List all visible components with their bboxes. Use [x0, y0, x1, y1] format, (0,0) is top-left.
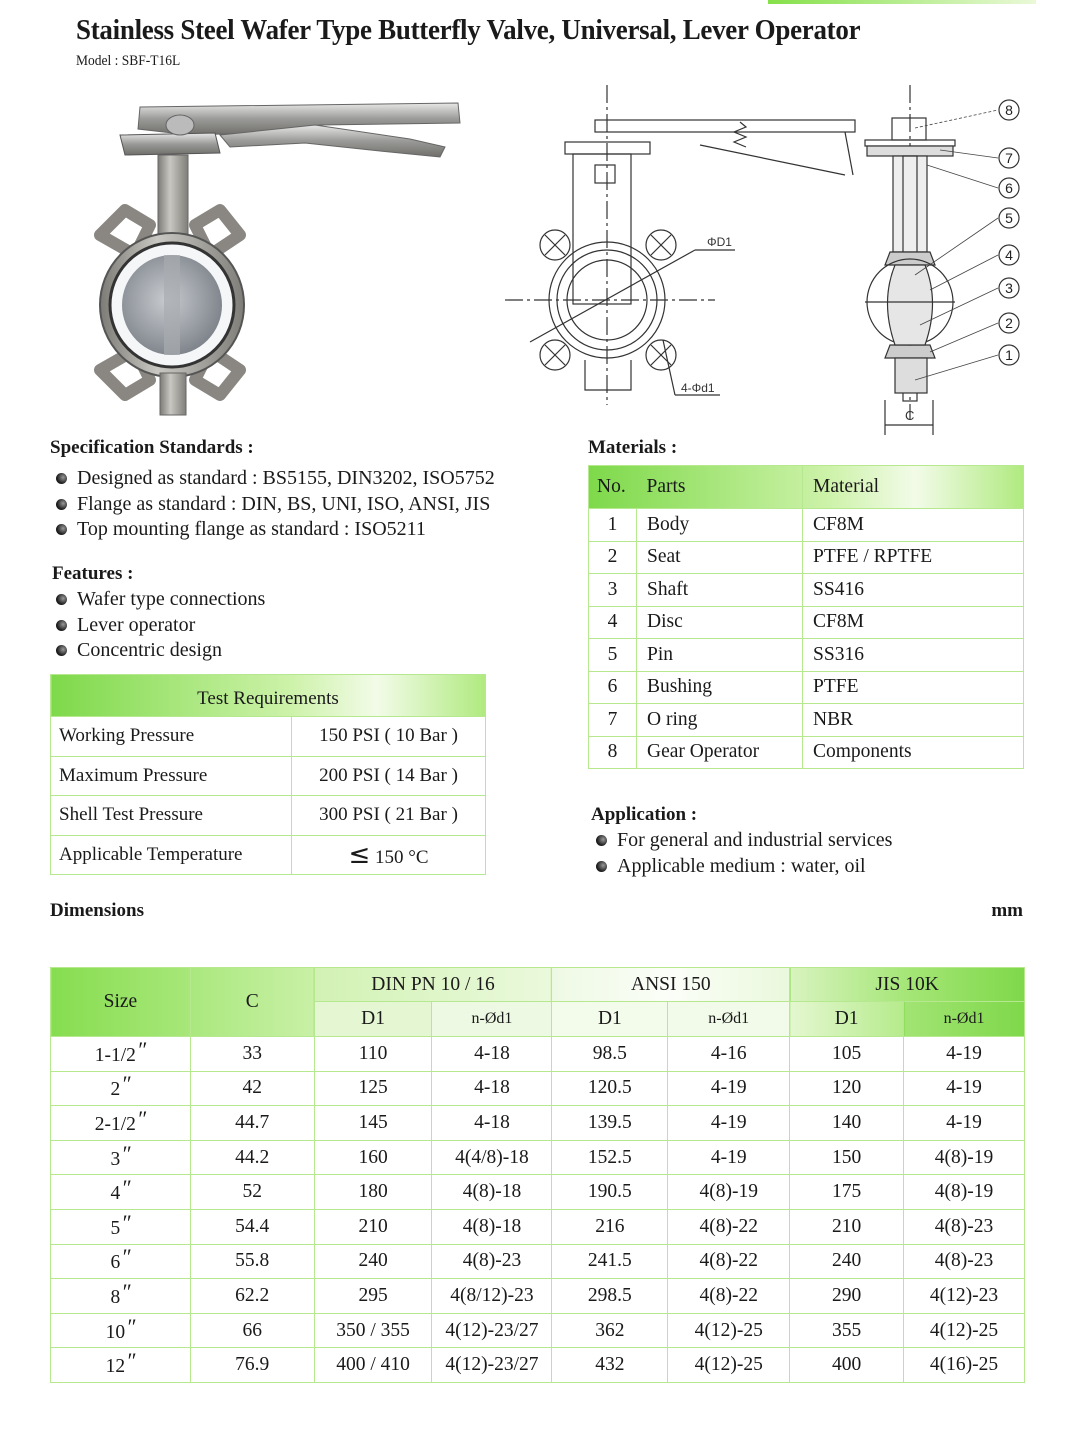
size-cell	[51, 1348, 191, 1383]
ansi-n-cell: 4(8)-22	[668, 1244, 790, 1279]
callout-leader-line	[930, 323, 998, 352]
materials-table	[588, 465, 1024, 769]
size-cell	[51, 1279, 191, 1314]
jis-n-cell: 4-19	[904, 1106, 1025, 1141]
din-n-cell: 4(12)-23/27	[432, 1348, 552, 1383]
table-row	[51, 1037, 1025, 1072]
inch-mark: ″	[121, 1175, 131, 1201]
jis-n-cell: 4-19	[904, 1071, 1025, 1106]
c-cell: 66	[190, 1313, 314, 1348]
test-value: 200 PSI ( 14 Bar )	[292, 756, 486, 796]
size-cell	[51, 1209, 191, 1244]
page-title: Stainless Steel Wafer Type Butterfly Valve, Universal, Lever Operator	[76, 14, 861, 46]
column-header-jis: JIS 10K	[790, 968, 1025, 1002]
ansi-n-cell: 4(8)-22	[668, 1279, 790, 1314]
column-header-no: No.	[589, 466, 637, 509]
feature-item-text: Lever operator	[77, 613, 196, 636]
size-cell	[51, 1106, 191, 1141]
c-cell: 33	[190, 1037, 314, 1072]
callout-number: 4	[1005, 247, 1013, 263]
inch-mark: ″	[126, 1313, 136, 1339]
ansi-d1-cell: 98.5	[552, 1037, 668, 1072]
callout-number: 2	[1005, 315, 1013, 331]
list-item	[596, 828, 892, 854]
din-n-cell: 4(8)-23	[432, 1244, 552, 1279]
ansi-d1-cell: 139.5	[552, 1106, 668, 1141]
jis-n-cell: 4(8)-23	[904, 1209, 1025, 1244]
size-value: 6	[110, 1252, 121, 1274]
dimensions-table	[50, 967, 1025, 1383]
ansi-n-cell: 4-19	[668, 1071, 790, 1106]
inch-mark: ″	[121, 1278, 131, 1304]
size-value: 5	[110, 1217, 121, 1239]
jis-d1-cell: 290	[790, 1279, 904, 1314]
part-material: NBR	[803, 704, 1024, 737]
table-row	[51, 1279, 1025, 1314]
jis-d1-cell: 210	[790, 1209, 904, 1244]
size-value: 2-1/2	[94, 1113, 136, 1135]
inch-mark: ″	[121, 1209, 131, 1235]
din-d1-cell: 295	[314, 1279, 432, 1314]
part-name: Gear Operator	[637, 736, 803, 769]
valve-schematic	[495, 80, 1035, 440]
application-item-text: For general and industrial services	[617, 829, 893, 851]
butterfly-valve-photo	[80, 95, 480, 425]
inch-mark: ″	[136, 1036, 147, 1062]
table-row	[51, 1209, 1025, 1244]
specification-heading: Specification Standards :	[50, 437, 254, 458]
table-row	[589, 509, 1024, 542]
bullet-icon	[56, 645, 67, 656]
table-row	[51, 835, 486, 875]
callout-leader-line	[915, 110, 998, 128]
size-cell	[51, 1175, 191, 1210]
table-row	[589, 704, 1024, 737]
part-name: Body	[637, 509, 803, 542]
part-number: 3	[589, 574, 637, 607]
table-row	[51, 1348, 1025, 1383]
bullet-icon	[56, 499, 67, 510]
ansi-d1-cell: 241.5	[552, 1244, 668, 1279]
jis-d1-cell: 240	[790, 1244, 904, 1279]
din-d1-cell: 240	[314, 1244, 432, 1279]
product-photo	[80, 95, 480, 425]
bullet-icon	[56, 524, 67, 535]
size-value: 12	[105, 1356, 126, 1378]
ansi-d1-cell: 216	[552, 1209, 668, 1244]
features-heading: Features :	[52, 563, 134, 584]
din-d1-cell: 210	[314, 1209, 432, 1244]
c-cell: 42	[190, 1071, 314, 1106]
part-material: PTFE / RPTFE	[803, 541, 1024, 574]
list-item	[56, 638, 265, 664]
din-d1-cell: 125	[314, 1071, 432, 1106]
table-row	[589, 541, 1024, 574]
front-view	[505, 85, 855, 405]
size-value: 3	[110, 1148, 121, 1170]
bullet-icon	[56, 473, 67, 484]
bullet-icon	[596, 835, 607, 846]
materials-header-row	[589, 466, 1024, 509]
application-item-text: Applicable medium : water, oil	[617, 854, 866, 877]
table-row	[51, 1106, 1025, 1141]
c-dim-label: C	[905, 408, 915, 423]
din-n-cell: 4(8)-18	[432, 1209, 552, 1244]
spec-item-text: Flange as standard : DIN, BS, UNI, ISO, ANSI, JIS	[77, 492, 491, 515]
column-header-ansi-d1: D1	[552, 1002, 668, 1037]
part-material: Components	[803, 736, 1024, 769]
part-material: SS316	[803, 639, 1024, 672]
din-d1-cell: 400 / 410	[314, 1348, 432, 1383]
ansi-n-cell: 4(12)-25	[668, 1313, 790, 1348]
size-value: 2	[110, 1079, 121, 1101]
column-header-jis-nd1: n-Ød1	[904, 1002, 1025, 1037]
callout-number: 1	[1005, 347, 1013, 363]
table-row	[589, 574, 1024, 607]
spec-item-text: Designed as standard : BS5155, DIN3202, ISO5752	[77, 467, 495, 489]
temperature-value: 150 °C	[375, 846, 429, 868]
feature-item-text: Wafer type connections	[77, 588, 266, 610]
table-row	[51, 717, 486, 757]
ansi-n-cell: 4(8)-22	[668, 1209, 790, 1244]
list-item	[56, 613, 265, 639]
test-value: 150 PSI ( 10 Bar )	[292, 717, 486, 757]
size-cell	[51, 1244, 191, 1279]
column-header-ansi: ANSI 150	[552, 968, 790, 1002]
callout-number: 7	[1005, 150, 1013, 166]
size-cell	[51, 1071, 191, 1106]
din-n-cell: 4-18	[432, 1106, 552, 1141]
part-name: Disc	[637, 606, 803, 639]
part-number: 4	[589, 606, 637, 639]
callout-number: 3	[1005, 280, 1013, 296]
din-n-cell: 4(8)-18	[432, 1175, 552, 1210]
jis-d1-cell: 355	[790, 1313, 904, 1348]
list-item	[56, 587, 265, 613]
inch-mark: ″	[136, 1105, 147, 1131]
part-number: 2	[589, 541, 637, 574]
part-name: Shaft	[637, 574, 803, 607]
din-d1-cell: 110	[314, 1037, 432, 1072]
size-value: 1-1/2	[94, 1044, 136, 1066]
din-d1-cell: 350 / 355	[314, 1313, 432, 1348]
inch-mark: ″	[126, 1348, 136, 1374]
ansi-n-cell: 4-19	[668, 1106, 790, 1141]
table-row	[51, 796, 486, 836]
part-callouts	[915, 100, 1019, 380]
table-row	[51, 1244, 1025, 1279]
list-item	[56, 492, 495, 518]
technical-drawing	[495, 80, 1035, 440]
part-number: 6	[589, 671, 637, 704]
table-row	[51, 756, 486, 796]
size-value: 8	[110, 1286, 121, 1308]
callout-leader-line	[930, 255, 998, 290]
jis-d1-cell: 120	[790, 1071, 904, 1106]
part-number: 7	[589, 704, 637, 737]
d1-label: ΦD1	[707, 235, 732, 249]
table-row	[589, 639, 1024, 672]
test-label: Working Pressure	[51, 717, 292, 757]
ansi-n-cell: 4(8)-19	[668, 1175, 790, 1210]
bullet-icon	[56, 620, 67, 631]
size-value: 10	[105, 1321, 126, 1343]
test-value	[292, 835, 486, 875]
ansi-n-cell: 4(12)-25	[668, 1348, 790, 1383]
ansi-d1-cell: 432	[552, 1348, 668, 1383]
jis-n-cell: 4(12)-25	[904, 1313, 1025, 1348]
c-cell: 76.9	[190, 1348, 314, 1383]
size-cell	[51, 1313, 191, 1348]
jis-d1-cell: 175	[790, 1175, 904, 1210]
column-header-size: Size	[51, 968, 191, 1037]
c-cell: 55.8	[190, 1244, 314, 1279]
din-d1-cell: 180	[314, 1175, 432, 1210]
size-value: 4	[110, 1183, 121, 1205]
model-number: Model : SBF-T16L	[76, 53, 181, 69]
features-list	[56, 587, 265, 664]
jis-n-cell: 4(16)-25	[904, 1348, 1025, 1383]
spec-item-text: Top mounting flange as standard : ISO5211	[77, 518, 426, 540]
din-d1-cell: 160	[314, 1140, 432, 1175]
part-material: SS416	[803, 574, 1024, 607]
jis-n-cell: 4-19	[904, 1037, 1025, 1072]
top-accent-strip	[768, 0, 1036, 4]
jis-n-cell: 4(8)-19	[904, 1140, 1025, 1175]
jis-n-cell: 4(12)-23	[904, 1279, 1025, 1314]
din-n-cell: 4-18	[432, 1037, 552, 1072]
din-n-cell: 4(12)-23/27	[432, 1313, 552, 1348]
table-row	[51, 1175, 1025, 1210]
feature-item-text: Concentric design	[77, 639, 222, 661]
jis-d1-cell: 105	[790, 1037, 904, 1072]
table-row	[51, 1071, 1025, 1106]
table-row	[589, 671, 1024, 704]
test-label: Maximum Pressure	[51, 756, 292, 796]
ansi-d1-cell: 152.5	[552, 1140, 668, 1175]
table-row	[51, 1313, 1025, 1348]
part-material: CF8M	[803, 509, 1024, 542]
din-n-cell: 4-18	[432, 1071, 552, 1106]
part-name: Pin	[637, 639, 803, 672]
din-n-cell: 4(4/8)-18	[432, 1140, 552, 1175]
callout-number: 8	[1005, 102, 1013, 118]
column-header-ansi-nd1: n-Ød1	[668, 1002, 790, 1037]
din-d1-cell: 145	[314, 1106, 432, 1141]
callout-leader-line	[927, 165, 998, 188]
c-cell: 44.7	[190, 1106, 314, 1141]
test-label: Applicable Temperature	[51, 835, 292, 875]
part-number: 1	[589, 509, 637, 542]
size-cell	[51, 1140, 191, 1175]
part-name: Seat	[637, 541, 803, 574]
materials-heading: Materials :	[588, 437, 678, 458]
column-header-jis-d1: D1	[790, 1002, 904, 1037]
jis-d1-cell: 400	[790, 1348, 904, 1383]
less-equal-symbol: ≤	[348, 839, 371, 870]
table-row	[589, 736, 1024, 769]
ansi-d1-cell: 362	[552, 1313, 668, 1348]
c-cell: 54.4	[190, 1209, 314, 1244]
test-label: Shell Test Pressure	[51, 796, 292, 836]
part-material: PTFE	[803, 671, 1024, 704]
column-header-din: DIN PN 10 / 16	[314, 968, 552, 1002]
jis-n-cell: 4(8)-23	[904, 1244, 1025, 1279]
inch-mark: ″	[121, 1244, 131, 1270]
column-header-parts: Parts	[637, 466, 803, 509]
table-row	[589, 606, 1024, 639]
part-number: 5	[589, 639, 637, 672]
ansi-d1-cell: 190.5	[552, 1175, 668, 1210]
unit-label: mm	[991, 900, 1023, 921]
c-cell: 52	[190, 1175, 314, 1210]
bullet-icon	[56, 594, 67, 605]
column-header-material: Material	[803, 466, 1024, 509]
application-list	[596, 828, 892, 879]
ansi-d1-cell: 120.5	[552, 1071, 668, 1106]
din-n-cell: 4(8/12)-23	[432, 1279, 552, 1314]
test-value: 300 PSI ( 21 Bar )	[292, 796, 486, 836]
column-header-din-nd1: n-Ød1	[432, 1002, 552, 1037]
jis-n-cell: 4(8)-19	[904, 1175, 1025, 1210]
specification-list	[56, 466, 495, 543]
c-cell: 62.2	[190, 1279, 314, 1314]
column-header-din-d1: D1	[314, 1002, 432, 1037]
test-requirements-table	[50, 674, 486, 875]
side-view	[865, 85, 955, 435]
part-name: Bushing	[637, 671, 803, 704]
application-heading: Application :	[591, 804, 698, 825]
list-item	[56, 517, 495, 543]
dimensions-heading: Dimensions	[50, 900, 144, 921]
part-material: CF8M	[803, 606, 1024, 639]
c-cell: 44.2	[190, 1140, 314, 1175]
jis-d1-cell: 150	[790, 1140, 904, 1175]
size-cell	[51, 1037, 191, 1072]
callout-number: 5	[1005, 210, 1013, 226]
list-item	[596, 854, 892, 880]
callout-number: 6	[1005, 180, 1013, 196]
inch-mark: ″	[121, 1071, 131, 1097]
ansi-n-cell: 4-19	[668, 1140, 790, 1175]
ansi-n-cell: 4-16	[668, 1037, 790, 1072]
part-number: 8	[589, 736, 637, 769]
list-item	[56, 466, 495, 492]
table-row	[51, 1140, 1025, 1175]
ansi-d1-cell: 298.5	[552, 1279, 668, 1314]
bolt-holes-label: 4-Φd1	[681, 381, 715, 395]
column-header-c: C	[190, 968, 314, 1037]
inch-mark: ″	[121, 1140, 131, 1166]
jis-d1-cell: 140	[790, 1106, 904, 1141]
part-name: O ring	[637, 704, 803, 737]
bullet-icon	[596, 861, 607, 872]
test-requirements-heading: Test Requirements	[51, 675, 486, 717]
